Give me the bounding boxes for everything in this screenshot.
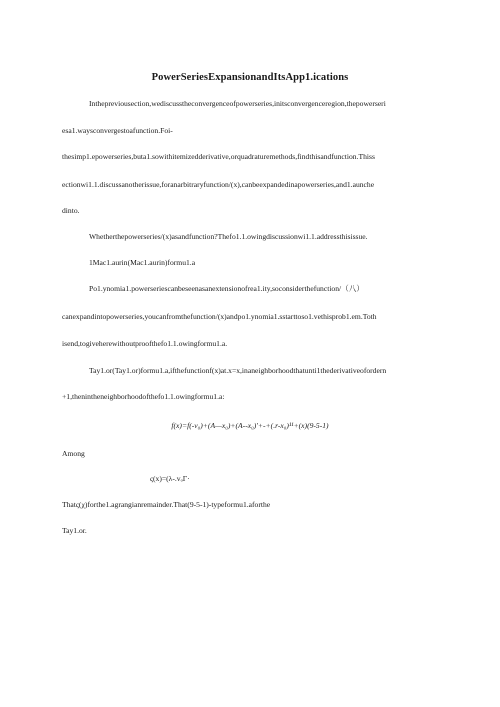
- paragraph-line: canexpandintopowerseries,youcanfromthefunction/(x)andpo1.ynomia1.sstarttoso1.vethisprob1.em.Toth: [62, 312, 377, 321]
- paragraph-line: Whetherthepowerseries/(x)asandfunction?Thefo1.1.owingdiscussionwi1.1.addressthisissue.: [89, 232, 368, 241]
- paragraph-line: isend,togiveherewithoutproofthefo1.1.owingformu1.a.: [62, 339, 228, 348]
- paragraph-line: esa1.waysconvergestoafunction.Foi-: [62, 126, 173, 135]
- paragraph-line: +1,thenintheneighborhoodofthefo1.1.owingformu1.a:: [62, 392, 225, 401]
- paragraph-line: dinto.: [62, 206, 80, 215]
- paragraph-line: Tay1.or(Tay1.or)formu1.a,ifthefunctionf(x)at.x=x,inaneighborhoodthatunti1thederivativeofordern: [89, 366, 387, 375]
- section-heading: 1Mac1.aurin(Mac1.aurin)formu1.a: [89, 258, 196, 267]
- paragraph-line: Among: [62, 449, 85, 458]
- paragraph-line: thesimp1.epowerseries,buta1.sowithitemizedderivative,orquadraturemethods,findthisandfunction.Thiss: [62, 152, 375, 161]
- paragraph-line: Thatς(χ)forthe1.agrangianremainder.That(9-5-1)-typeformu1.aforthe: [62, 500, 271, 509]
- paragraph-line: Tay1.or.: [62, 526, 87, 535]
- taylor-formula: f(x)=f(-v₀)+(A—x₀)+(A--x₀)'+-+(.r-x₀)¹¹+(x)(9-5-1): [171, 421, 329, 430]
- paragraph-line: ectionwi1.1.discussanotherissue,foranarbitraryfunction/(x),canbeexpandedinapowerseries,and1.aunche: [62, 180, 375, 189]
- paragraph-line: Po1.ynomia1.powerseriescanbeseenasanextensionofrea1.ity,soconsiderthefunction/（八）: [89, 284, 364, 293]
- document-title: PowerSeriesExpansionandItsApp1.ications: [151, 72, 349, 83]
- paragraph-line: Inthepreviousection,wediscusstheconvergenceofpowerseries,initsconvergenceregion,thepowerseri: [89, 99, 386, 108]
- remainder-formula: ς(x)=(λ-.vₒΓ·: [150, 474, 190, 483]
